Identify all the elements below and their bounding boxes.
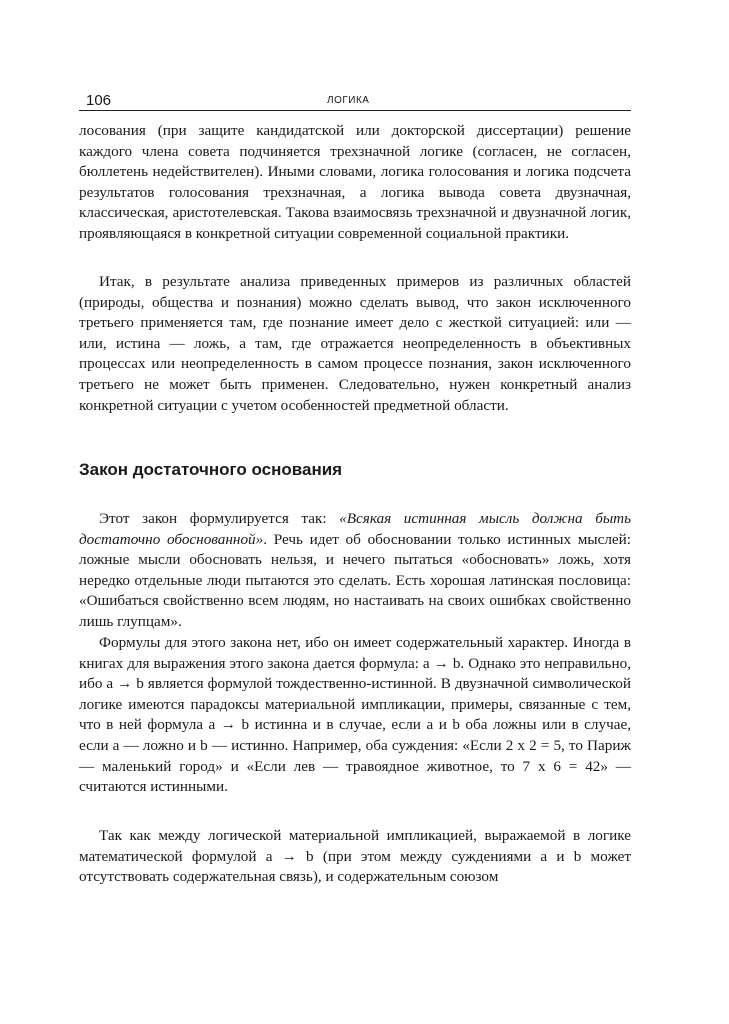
page-header: [79, 92, 631, 111]
paragraph-1: лосования (при защите кандидатской или докторской диссертации) решение каждого члена совета подчиняется трехзначной логике (согласен, не согласен, бюллетень недействителен). Иными словами, логика голосования и логика подсчета результатов голосования трехзначная, а логика вывода совета двузначная, классическая, аристотелевская. Такова взаимосвязь трехзначной и двузначной логик, проявляющаяся в конкретной ситуации современной социальной практики.: [79, 122, 631, 242]
paragraph-2: Итак, в результате анализа приведенных примеров из различных областей (природы, общества и познания) можно сделать вывод, что закон исключенного третьего применяется там, где познание имеет дело с жесткой ситуацией: или — или, истина — ложь, а там, где отражается неопределенность в объективных процессах или неопределенность в самом процессе познания, закон исключенного третьего не может быть применен. Следовательно, нужен конкретный анализ конкретной ситуации с учетом особенностей предметной области.: [79, 273, 631, 414]
page-number: 106: [86, 92, 112, 109]
paragraph-3: [79, 509, 631, 633]
paragraph-5: Так как между логической материальной импликацией, выражаемой в логике математической формулой a → b (при этом между суждениями a и b может отсутствовать содержательная связь), и содержательным союзом: [79, 827, 631, 886]
paragraph-3-body: . Речь идет об обосновании только истинных мыслей: ложные мысли обосновать нельзя, и нечего пытаться «обосновать» ложь, хотя нередко отдельные люди пытаются это сделать. Есть хорошая латинская пословица: «Ошибаться свойственно всем людям, но настаивать на своих ошибках свойственно лишь глупцам».: [79, 530, 631, 630]
section-heading: Закон достаточного основания: [79, 460, 343, 479]
paragraph-4: Формулы для этого закона нет, ибо он имеет содержательный характер. Иногда в книгах для выражения этого закона дается формула: a → b. Однако это неправильно, ибо a → b является формулой тождественно-истинной. В двузначной символической логике имеются парадоксы материальной импликации, примеры, связанные с тем, что в ней формула a → b истинна и в случае, если a и b оба ложны или в случае, если a — ложно и b — истинно. Например, оба суждения: «Если 2 х 2 = 5, то Париж — маленький город» и «Если лев — травоядное животное, то 7 х 6 = 42» — считаются истинными.: [79, 634, 631, 796]
law-formulation-quote: «Всякая истинная мысль должна быть достаточно обоснованной»: [79, 510, 631, 548]
running-title: ЛОГИКА: [327, 95, 370, 106]
paragraph-3-intro: Этот закон формулируется так:: [99, 510, 340, 527]
